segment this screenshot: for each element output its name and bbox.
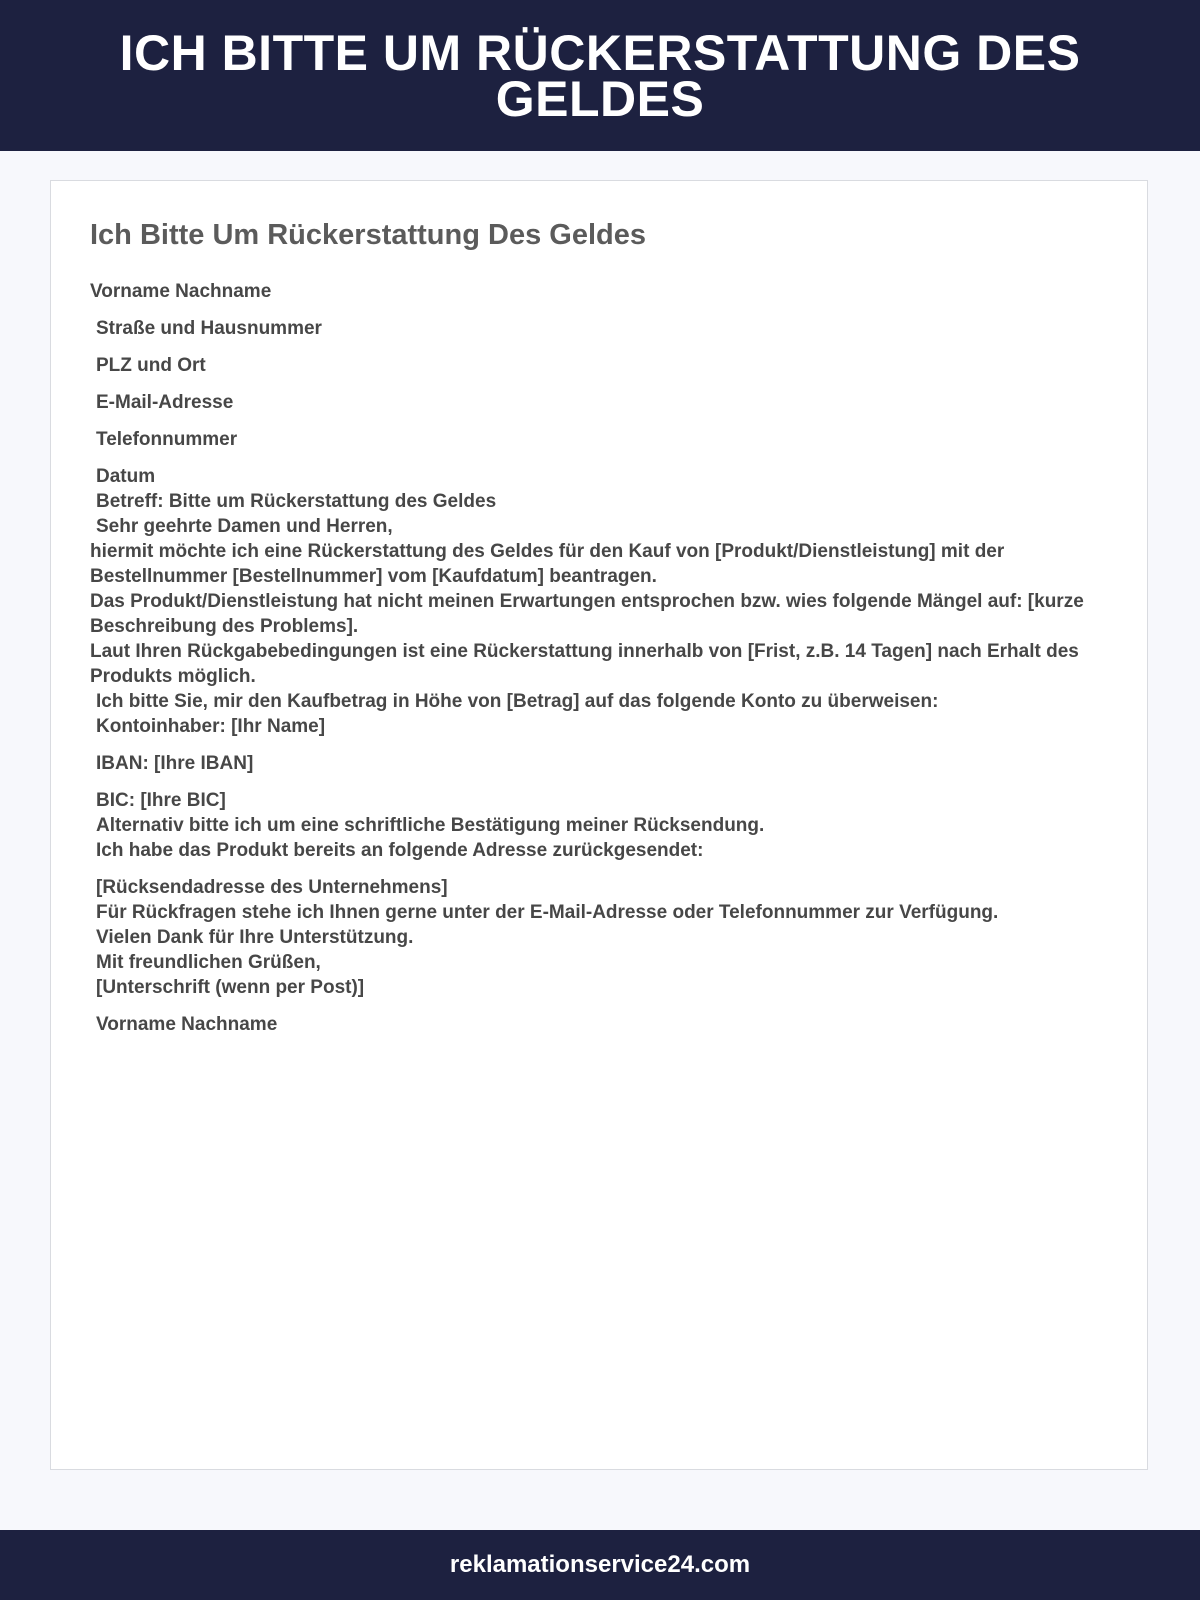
account-holder: Kontoinhaber: [Ihr Name]	[96, 716, 326, 737]
paragraph-policy: Laut Ihren Rückgabebedingungen ist eine Rückerstattung innerhalb von [Frist, z.B. 14 Tagen] nach Erhalt des Produkts möglich.	[90, 641, 1085, 687]
letter-subject: Betreff: Bitte um Rückerstattung des Geldes	[96, 491, 497, 512]
paragraph-thanks: Vielen Dank für Ihre Unterstützung.	[96, 927, 414, 948]
document-title: Ich Bitte Um Rückerstattung Des Geldes	[90, 219, 646, 251]
page-title: ICH BITTE UM RÜCKERSTATTUNG DES GELDES	[119, 24, 1081, 127]
page-footer	[0, 1530, 1200, 1600]
paragraph-returned: Ich habe das Produkt bereits an folgende Adresse zurückgesendet:	[96, 840, 704, 861]
signature-placeholder: [Unterschrift (wenn per Post)]	[96, 977, 365, 998]
account-bic: BIC: [Ihre BIC]	[96, 790, 226, 811]
paragraph-alternative: Alternativ bitte ich um eine schriftliche Bestätigung meiner Rücksendung.	[96, 815, 765, 836]
page-header	[0, 0, 1200, 151]
sender-phone: Telefonnummer	[96, 429, 238, 450]
paragraph-contact: Für Rückfragen stehe ich Ihnen gerne unter der E-Mail-Adresse oder Telefonnummer zur Verfügung.	[96, 902, 999, 923]
return-address: [Rücksendadresse des Unternehmens]	[96, 877, 448, 898]
sender-city: PLZ und Ort	[96, 355, 206, 376]
sender-email: E-Mail-Adresse	[96, 392, 234, 413]
signature-name: Vorname Nachname	[96, 1014, 278, 1035]
account-iban: IBAN: [Ihre IBAN]	[96, 753, 254, 774]
sender-street: Straße und Hausnummer	[96, 318, 322, 339]
letter-salutation: Sehr geehrte Damen und Herren,	[96, 516, 393, 537]
footer-site-link[interactable]: reklamationservice24.com	[449, 1551, 751, 1578]
letter-card	[50, 180, 1148, 1470]
letter-body	[90, 279, 1100, 1037]
paragraph-transfer: Ich bitte Sie, mir den Kaufbetrag in Höhe von [Betrag] auf das folgende Konto zu überweisen:	[96, 691, 939, 712]
sender-name: Vorname Nachname	[90, 281, 272, 302]
paragraph-defect: Das Produkt/Dienstleistung hat nicht meinen Erwartungen entsprochen bzw. wies folgende Mängel auf: [kurze Beschreibung des Problems].	[90, 591, 1090, 637]
paragraph-request: hiermit möchte ich eine Rückerstattung des Geldes für den Kauf von [Produkt/Dienstleistung] mit der Bestellnummer [Bestellnummer] vom [Kaufdatum] beantragen.	[90, 541, 1010, 587]
letter-closing: Mit freundlichen Grüßen,	[96, 952, 321, 973]
letter-date: Datum	[96, 466, 156, 487]
